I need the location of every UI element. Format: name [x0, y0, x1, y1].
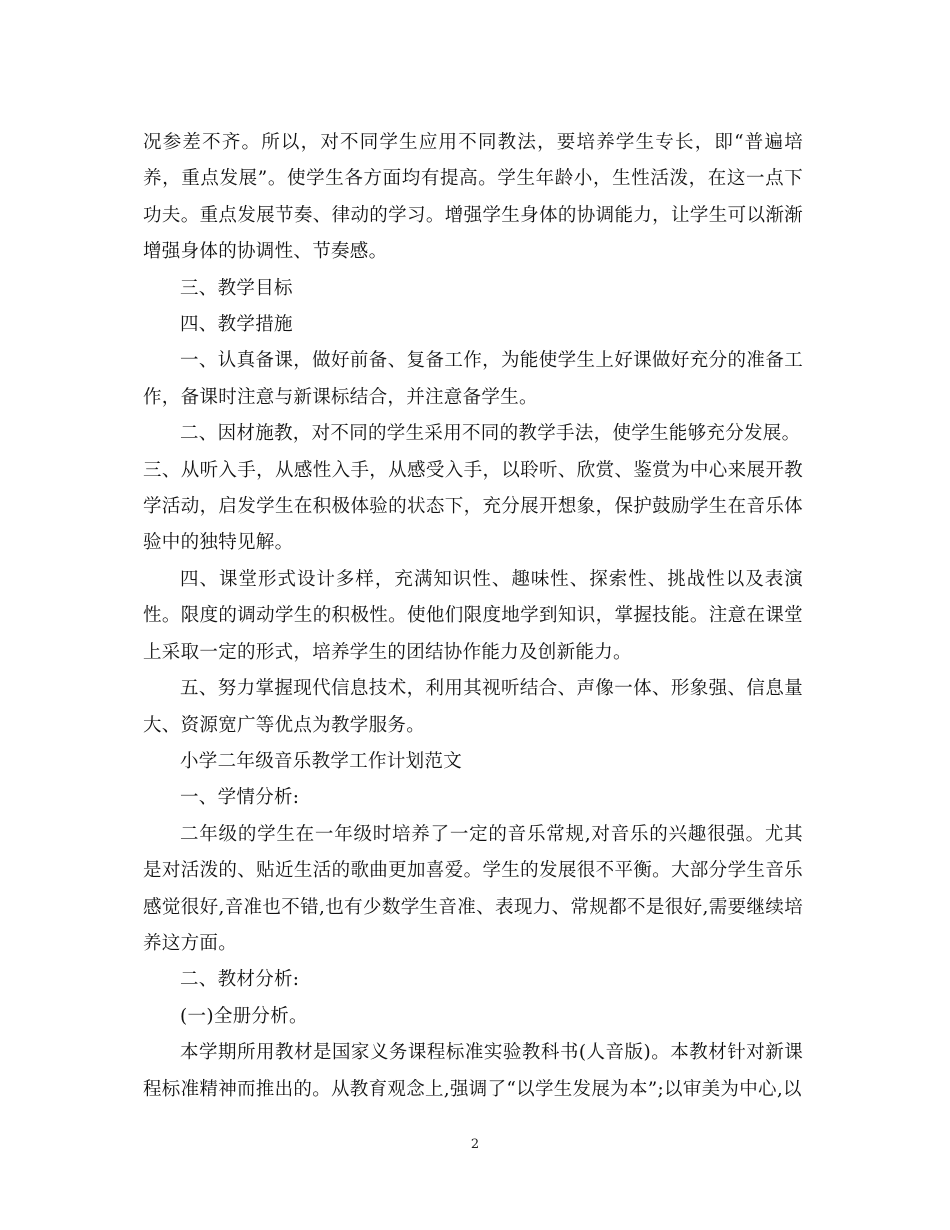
- paragraph-subheading-full-volume: (一)全册分析。: [180, 1005, 308, 1027]
- paragraph-1: 况参差不齐。所以，对不同学生应用不同教法，要培养学生专长，即“普遍培养，重点发展”。使学生各方面均有提高。学生年龄小，生性活泼，在这一点下功夫。重点发展节奏、律动的学习。增强学生身体的协调能力，让学生可以渐渐增强身体的协调性、节奏感。: [143, 132, 803, 263]
- paragraph-heading-teaching-goals: 三、教学目标: [180, 277, 293, 299]
- paragraph-heading-teaching-measures: 四、教学措施: [180, 314, 293, 336]
- paragraph-measure-3: 三、从听入手，从感性入手，从感受入手，以聆听、欣赏、鉴赏为中心来展开教学活动，启发学生在积极体验的状态下，充分展开想象，保护鼓励学生在音乐体验中的独特见解。: [143, 459, 803, 554]
- paragraph-section-title: 小学二年级音乐教学工作计划范文: [180, 750, 463, 772]
- paragraph-heading-student-analysis: 一、学情分析:: [180, 787, 300, 809]
- paragraph-textbook-description: 本学期所用教材是国家义务课程标准实验教科书(人音版)。本教材针对新课程标准精神而推出的。从教育观念上,强调了“以学生发展为本”;以审美为中心,以: [143, 1042, 803, 1100]
- document-body: [143, 125, 803, 1108]
- paragraph-measure-1: 一、认真备课，做好前备、复备工作，为能使学生上好课做好充分的准备工作，备课时注意与新课标结合，并注意备学生。: [143, 350, 803, 408]
- paragraph-heading-textbook-analysis: 二、教材分析:: [180, 969, 300, 991]
- paragraph-student-analysis: 二年级的学生在一年级时培养了一定的音乐常规,对音乐的兴趣很强。尤其是对活泼的、贴近生活的歌曲更加喜爱。学生的发展很不平衡。大部分学生音乐感觉很好,音准也不错,也有少数学生音准、表现力、常规都不是很好,需要继续培养这方面。: [143, 823, 803, 954]
- paragraph-measure-4: 四、课堂形式设计多样，充满知识性、趣味性、探索性、挑战性以及表演性。限度的调动学生的积极性。使他们限度地学到知识，掌握技能。注意在课堂上采取一定的形式，培养学生的团结协作能力及创新能力。: [143, 568, 803, 663]
- paragraph-measure-2: 二、因材施教，对不同的学生采用不同的教学手法，使学生能够充分发展。: [180, 423, 801, 445]
- page-number: 2: [470, 1137, 480, 1152]
- paragraph-measure-5: 五、努力掌握现代信息技术，利用其视听结合、声像一体、形象强、信息量大、资源宽广等优点为教学服务。: [143, 678, 803, 736]
